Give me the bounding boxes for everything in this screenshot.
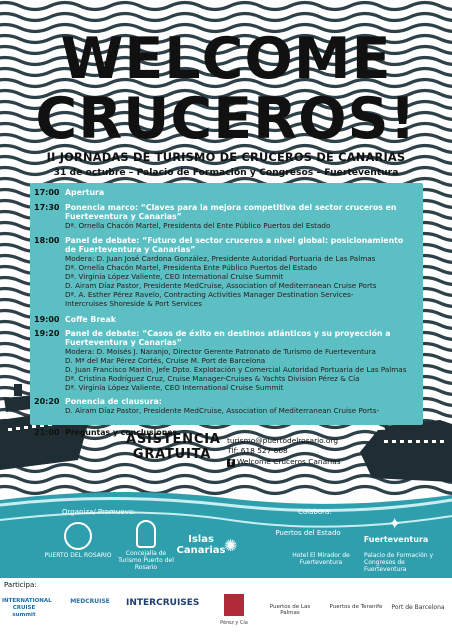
speaker-line: D. Airam Díaz Pastor, Presidente MedCruise, Association of Mediterranean Cruise Ports- [65,406,380,415]
logo-medcruise: MEDCRUISE [70,598,110,605]
speaker-line: D. Juan Francisco Martín, Jefe Dpto. Explotación y Comercial Autoridad Portuaria de Las Palmas [65,365,407,374]
poster-title-line1: WELCOME [60,26,392,92]
program-title: Preguntas y conclusiones [65,428,178,437]
program-title: Apertura [65,188,105,197]
speaker-line: Dª. Ornella Chacón Martel, Presidenta Ente Público Puertos del Estado [65,263,318,272]
program-time: 19:00 [34,315,60,324]
facebook-link[interactable] [227,457,341,467]
contact-phone: Tlf: 618 527 668 [227,446,288,456]
speaker-line: Dª. Virginia López Valiente, CEO International Cruise Summit [65,272,284,281]
speaker-line: Dª. Virginia López Valiente, CEO International Cruise Summit [65,383,284,392]
program-title: Panel de debate: “Casos de éxito en destinos atlánticos y su proyección a [65,329,391,338]
program-title: de Fuerteventura y Canarias” [65,245,196,254]
colabora-label: Colabora: [298,508,332,516]
contact-info [227,436,341,467]
organiza-label: Organiza/ Promueve: [62,508,136,516]
logo-port-barcelona: Port de Barcelona [391,604,445,611]
program-time: 17:30 [34,203,60,212]
speaker-line: Dª. Ornella Chacón Martel, Presidenta del Ente Público Puertos del Estado [65,221,331,230]
fuerteventura-star-icon: ✦ [388,514,402,533]
canarias-sun-icon: ✺ [224,536,238,555]
free-attendance-line1: ASISTENCIA [126,432,221,447]
speaker-line: Modera: D. Moisés J. Naranjo, Director Gerente Patronato de Turismo de Fuerteventura [65,347,376,356]
concejalia-emblem-icon [136,520,156,548]
logo-palacio-congresos: Palacio de Formación y Congresos de Fuerteventura [364,552,434,573]
program-time: 17:00 [34,188,60,197]
logo-fuerteventura: Fuerteventura [363,535,429,544]
program-title: Coffe Break [65,315,116,324]
program-panel [30,183,423,425]
program-title: Fuerteventura y Canarias” [65,338,182,347]
puerto-rosario-emblem-icon [64,522,92,550]
facebook-label: Welcome Cruceros Canarias [237,456,341,466]
logo-puertos-las-palmas: Puertos de Las Palmas [269,604,311,616]
perez-cia-flag-icon [224,594,244,616]
facebook-icon: f [227,459,235,467]
logo-puertos-del-estado: Puertos del Estado [275,529,341,537]
free-attendance-badge [126,432,221,462]
program-title: Ponencia marco: “Claves para la mejora competitiva del sector cruceros en [65,203,397,212]
poster-subtitle: II JORNADAS DE TURISMO DE CRUCEROS DE CANARIAS [46,150,406,164]
free-attendance-line2: GRATUITA [132,447,212,462]
logo-concejalia-turismo: Concejalía de Turismo Puerto del Rosario [118,550,174,571]
speaker-line: D. Airam Díaz Pastor, Presidente MedCruise, Association of Mediterranean Cruise Ports [65,281,377,290]
speaker-line: Intercruises Shoreside & Port Services [65,299,202,308]
participa-label: Participa: [4,581,37,589]
logo-international-cruise-summit: INTERNATIONAL CRUISE summit [2,598,52,618]
logo-islas-canarias: Islas Canarias [176,534,226,556]
program-title: Ponencia de clausura: [65,397,162,406]
logo-puerto-del-rosario: PUERTO DEL ROSARIO [44,552,112,559]
program-title: Panel de debate: “Futuro del sector cruceros a nivel global: posicionamiento [65,236,404,245]
logo-hotel-el-mirador: Hotel El Mirador de Fuerteventura [292,552,350,566]
program-time: 18:00 [34,236,60,245]
speaker-line: Dª. A. Esther Pérez Ravelo, Contracting Activities Manager Destination Services- [65,290,354,299]
program-time: 21:00 [34,428,60,437]
logo-intercruises: INTERCRUISES [126,598,200,608]
speaker-line: D. Mª del Mar Pérez Cortés, Cruise M. Port de Barcelona [65,356,266,365]
contact-email[interactable]: turismo@puertodelrosario.org [227,436,339,445]
program-time: 20:20 [34,397,60,406]
speaker-line: Dª. Cristina Rodríguez Cruz, Cruise Manager-Cruises & Yachts Division Pérez & Cía [65,374,360,383]
program-time: 19:20 [34,329,60,338]
speaker-line: Modera: D. Juan José Cardona González, Presidente Autoridad Portuaria de Las Palmas [65,254,376,263]
logo-puertos-tenerife: Puertos de Tenerife [329,604,383,610]
event-date-location: 31 de octubre – Palacio de Formación y Congresos – Fuerteventura [53,167,399,178]
logo-perez-cia: Pérez y Cía [220,620,248,626]
poster-title-line2: CRUCEROS! [35,86,417,152]
program-title: Fuerteventura y Canarias” [65,212,182,221]
